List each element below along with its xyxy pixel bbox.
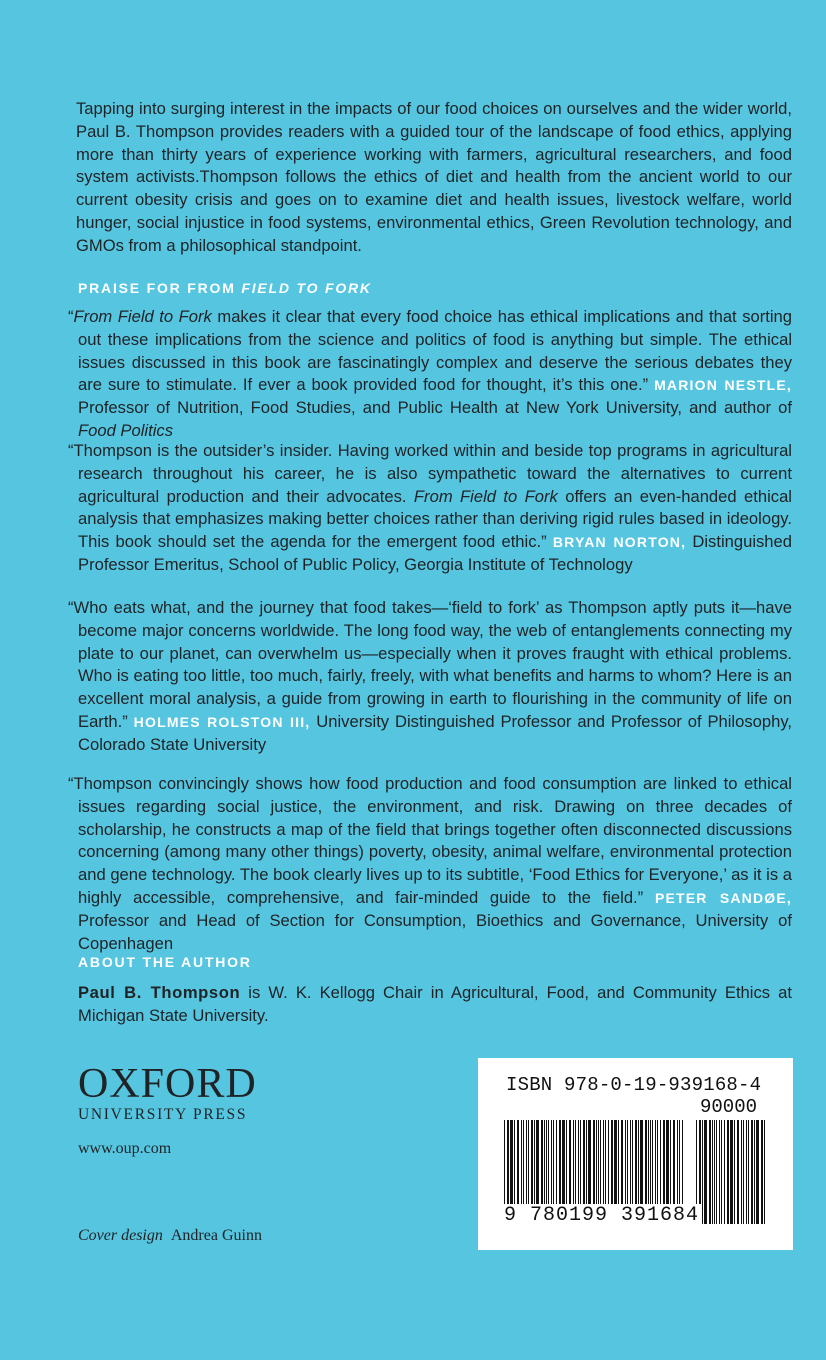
- addon-bar: [730, 1120, 733, 1224]
- quote-2-title: From Field to Fork: [413, 486, 558, 506]
- about-heading: ABOUT THE AUTHOR: [78, 954, 252, 970]
- price-addon: 90000: [700, 1096, 758, 1118]
- addon-bar: [748, 1120, 749, 1224]
- quote-2-text-after: offers an even-handed ethical analysis that emphasizes making better choices rather than deriving rigid rules based in ideology. This book should set the agenda for the emergent food ethic.”: [78, 486, 792, 552]
- quote-4-text: “Thompson convincingly shows how food production and food consumption are linked to ethical issues regarding social justice, the environment, and risk. Drawing on three decades of scholarship, he constructs a map of the field that brings together often disconnected discussions concerning (among many other things) poverty, obesity, animal welfare, environmental protection and gene technology. The book clearly lives up to its subtitle, ‘Food Ethics for Everyone,’ as it is a highly accessible, comprehensive, and fair-minded guide to the field.”: [68, 774, 792, 907]
- addon-bar: [751, 1120, 753, 1224]
- isbn-label: ISBN 978-0-19-939168-4: [506, 1074, 762, 1096]
- quote-rolston: [68, 597, 792, 757]
- addon-bar: [709, 1120, 711, 1224]
- publisher-subname: UNIVERSITY PRESS: [78, 1106, 248, 1123]
- addon-bar: [721, 1120, 722, 1224]
- addon-bar: [737, 1120, 739, 1224]
- barcode-panel: [478, 1058, 793, 1250]
- publisher-name: OXFORD: [78, 1061, 257, 1107]
- author-name: Paul B. Thompson: [78, 983, 241, 1002]
- cover-credit-label: Cover design: [78, 1227, 163, 1244]
- addon-bar: [761, 1120, 763, 1224]
- quote-2-text-before: “Thompson is the outsider’s insider. Having worked within and beside top programs in agricultural research throughout his career, he is also sympathetic toward the alternatives to current agricultural production and their advocates.: [68, 441, 792, 506]
- quote-2-affiliation: Distinguished Professor Emeritus, School of Public Policy, Georgia Institute of Technology: [78, 532, 792, 574]
- addon-bar: [727, 1120, 729, 1224]
- publisher-website: www.oup.com: [78, 1140, 172, 1157]
- praise-heading-prefix: PRAISE FOR FROM: [78, 280, 242, 296]
- addon-bar: [746, 1120, 747, 1224]
- quote-4-affiliation: Professor and Head of Section for Consumption, Bioethics and Governance, University of Copenhagen: [78, 910, 792, 953]
- quote-nestle: “From Field to Fork makes it clear that every food choice has ethical implications and that sorting out these implications from the science and politics of food is anything but simple. The ethical issues discussed in this book are fascinatingly complex and deserve the serious debates they are sure to stimulate. If ever a book provided food for thought, it’s this one.” MARION NESTLE, Professor of Nutrition, Food Studies, and Public Health at New York University, and author of Food Politics: [68, 307, 792, 440]
- quote-3-affiliation: University Distinguished Professor and Professor of Philosophy, Colorado State University: [78, 711, 792, 754]
- ean-digits: 9 780199 391684: [504, 1204, 700, 1227]
- quote-3-text: “Who eats what, and the journey that food takes—‘field to fork’ as Thompson aptly puts it—have become major concerns worldwide. The long food way, the web of entanglements connecting my plate to our planet, can overwhelm us—especially when it proves fraught with ethical problems. Who is eating too little, too much, fairly, freely, with what benefits and harms to whom? Here is an excellent moral analysis, a guide from growing in earth to flourishing in the community of life on Earth.”: [68, 598, 792, 731]
- addon-bar: [716, 1120, 717, 1224]
- quote-2-author: BRYAN NORTON,: [552, 534, 687, 551]
- book-description: Tapping into surging interest in the impacts of our food choices on ourselves and the wider world, Paul B. Thompson provides readers with a guided tour of the landscape of food ethics, applying more than thirty years of experience working with farmers, agricultural researchers, and food system activists.Thompson follows the ethics of diet and health from the ancient world to our current obesity crisis and goes on to examine diet and health issues, livestock welfare, world hunger, social injustice in food systems, environmental ethics, Green Revolution technology, and GMOs from a philosophical standpoint.: [76, 99, 792, 255]
- publisher-logo: [78, 1062, 257, 1124]
- quote-norton: [68, 440, 792, 577]
- quote-3-author: HOLMES ROLSTON III,: [133, 713, 311, 730]
- quote-1-title: From Field to Fork: [73, 307, 212, 326]
- quote-1-affiliation: Professor of Nutrition, Food Studies, and Public Health at New York University, and author of: [78, 398, 792, 418]
- addon-bar: [741, 1120, 742, 1224]
- quote-4-author: PETER SANDØE,: [654, 889, 793, 906]
- quote-1-text: makes it clear that every food choice has ethical implications and that sorting out these implications from the science and politics of food is anything but simple. The ethical issues discussed in this book are fascinatingly complex and deserve the serious debates they are sure to stimulate. If ever a book provided food for thought, it’s this one.”: [78, 307, 792, 395]
- cover-credit: [78, 1227, 262, 1245]
- addon-bar: [764, 1120, 765, 1224]
- praise-heading-title: FIELD TO FORK: [241, 280, 372, 296]
- addon-bar: [734, 1120, 735, 1224]
- quote-1-affiliation-title: Food Politics: [78, 420, 173, 440]
- addon-bar: [754, 1120, 755, 1224]
- praise-heading: [78, 280, 372, 296]
- quote-1-author: MARION NESTLE,: [654, 377, 792, 394]
- about-author: [78, 982, 792, 1028]
- addon-bar: [724, 1120, 725, 1224]
- addon-bar: [743, 1120, 744, 1224]
- addon-bar: [756, 1120, 759, 1224]
- addon-bar: [712, 1120, 713, 1224]
- about-text: is W. K. Kellogg Chair in Agricultural, Food, and Community Ethics at Michigan State University.: [78, 983, 792, 1025]
- addon-bar: [702, 1120, 703, 1224]
- addon-bar: [704, 1120, 707, 1224]
- addon-bar: [714, 1120, 715, 1224]
- quote-sandoe: [68, 773, 792, 955]
- addon-bar: [719, 1120, 720, 1224]
- cover-credit-name: Andrea Guinn: [170, 1227, 262, 1244]
